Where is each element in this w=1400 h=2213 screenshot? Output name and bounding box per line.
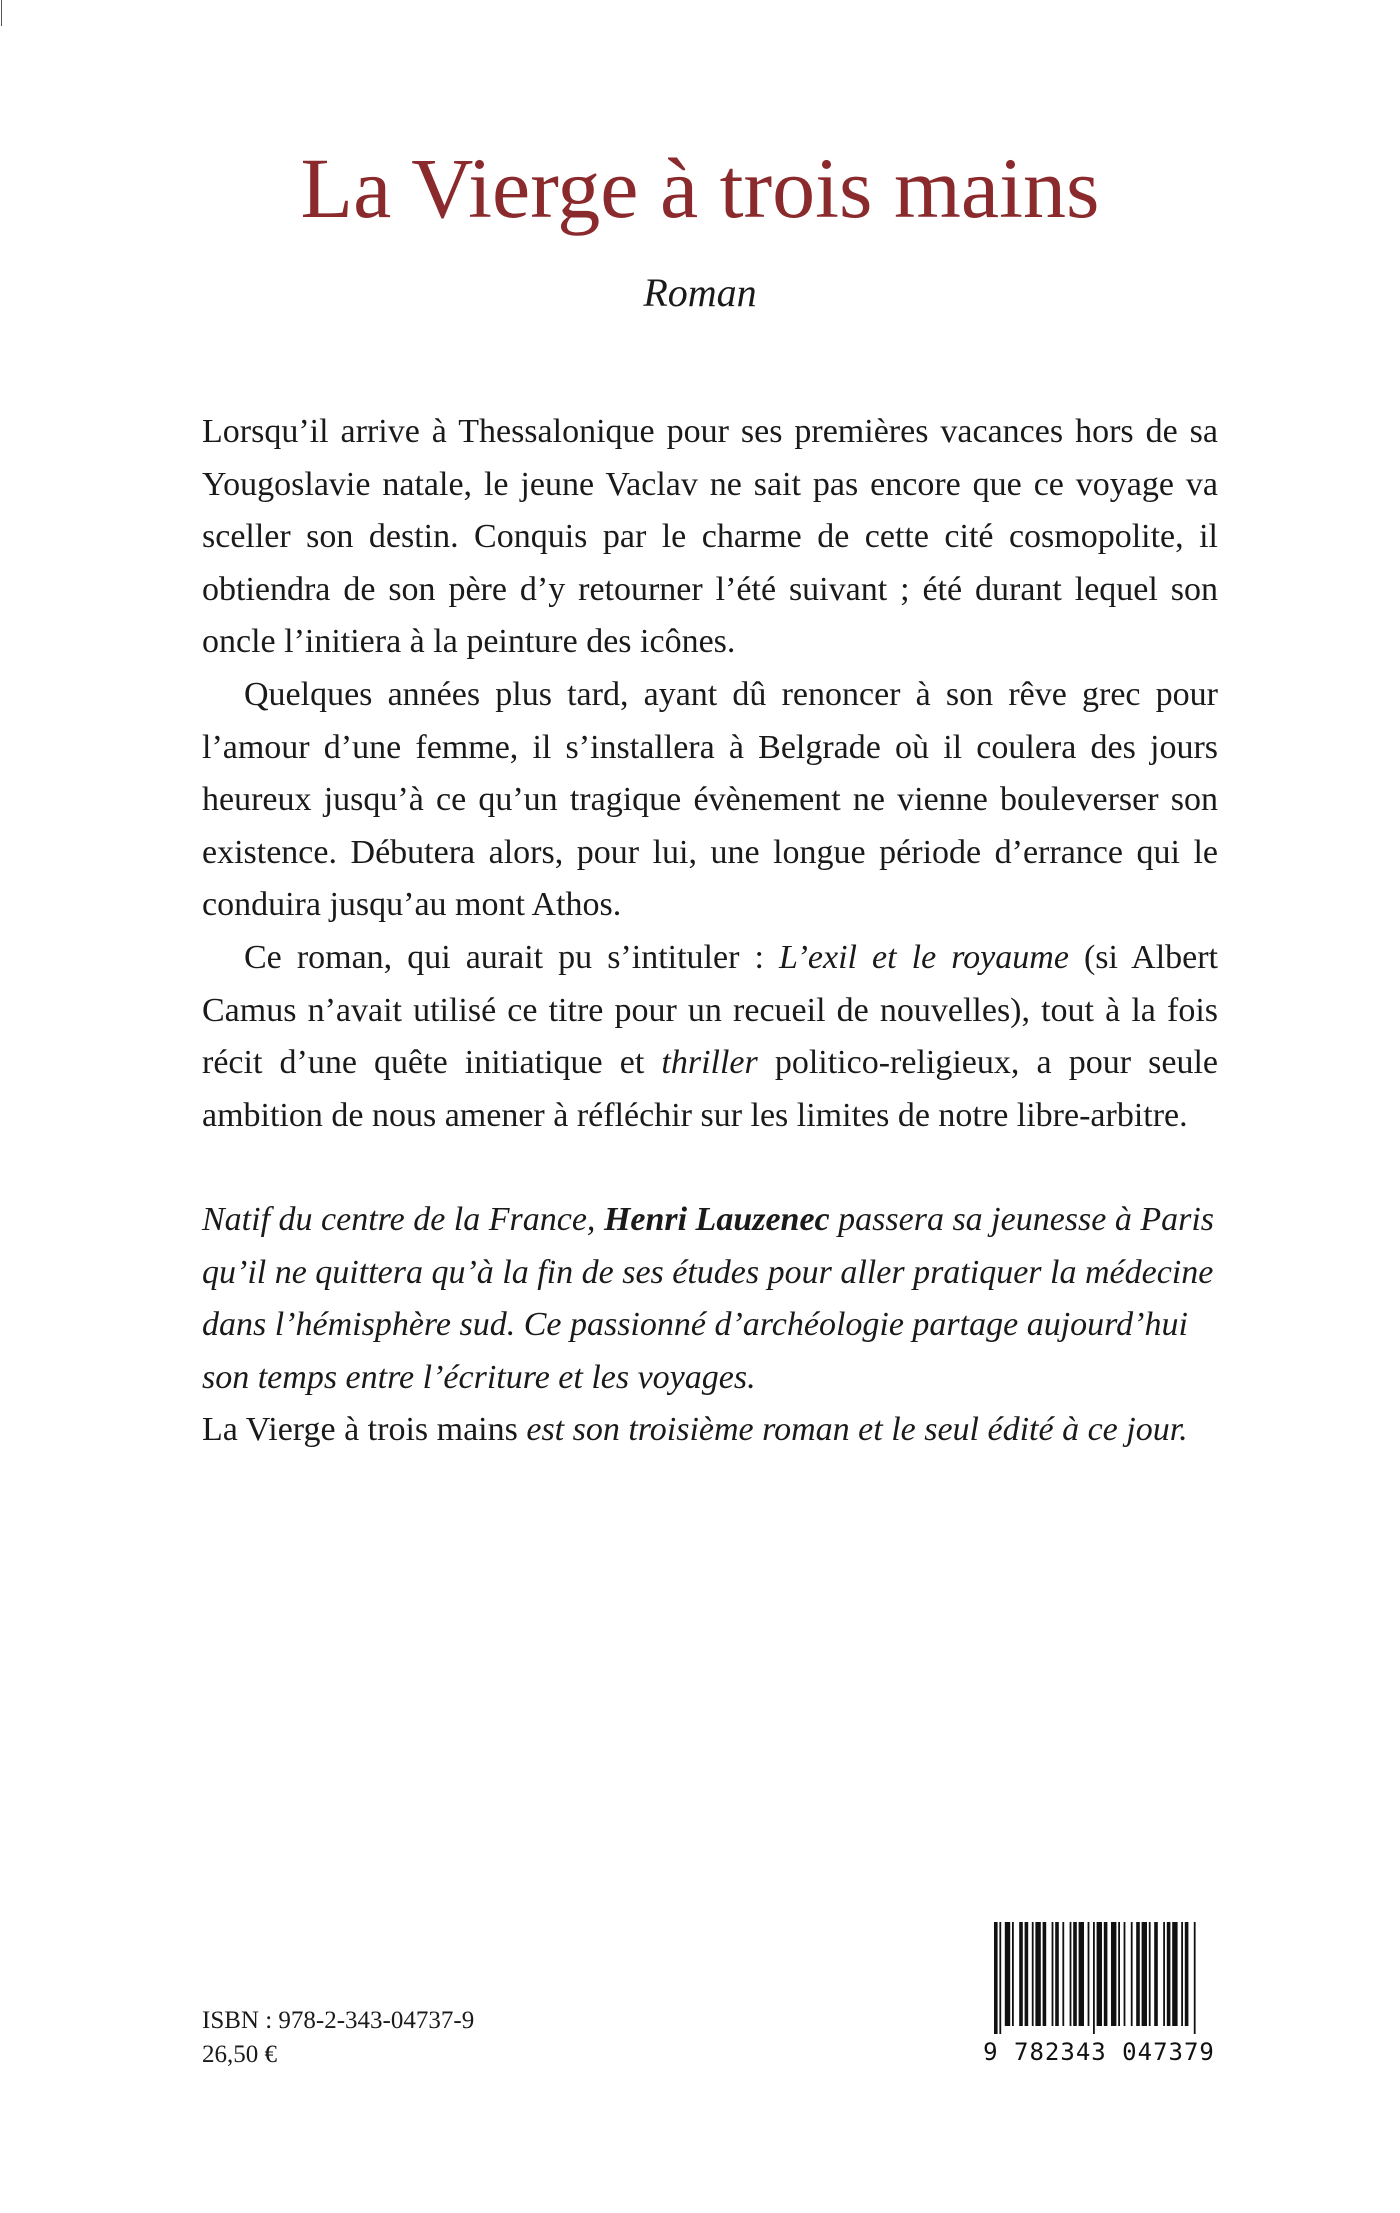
barcode-bar: [1073, 1922, 1077, 2026]
cited-title: L’exil et le royaume: [778, 938, 1069, 976]
barcode-bar: [1142, 1922, 1147, 2026]
bio-paragraph-last: [202, 1404, 1232, 1457]
isbn-number: ISBN : 978-2-343-04737-9: [202, 2007, 475, 2034]
author-name: Henri Lauzenec: [603, 1201, 830, 1238]
synopsis-paragraph-1: Lorsqu’il arrive à Thessalonique pour ses premières vacances hors de sa Yougoslavie natale, le jeune Vaclav ne sait pas encore que ce voyage va sceller son destin. Conquis par le charme de cette cité cosmopolite, il obtiendra de son père d’y retourner l’été suivant ; été durant lequel son oncle l’initiera à la peinture des icônes.: [202, 413, 1218, 661]
barcode-bar: [1104, 1922, 1108, 2026]
barcode-bar: [1097, 1922, 1102, 2026]
barcode-bar: [999, 1922, 1001, 2034]
barcode-bar: [1012, 1922, 1014, 2026]
barcode-bar: [1149, 1922, 1151, 2026]
barcode-bar: [1025, 1922, 1029, 2026]
book-subtitle: Roman: [643, 270, 757, 315]
barcode-bar: [1070, 1922, 1072, 2026]
bio-text: passera sa jeunesse à Paris qu’il ne quittera qu’à la fin de ses études pour aller pratiquer la médecine dans l’hémisphère sud. Ce passionné d’archéologie partage aujourd’hui son temps entre l’écriture et les voyages.: [202, 1201, 1215, 1396]
barcode-bar: [1118, 1922, 1120, 2026]
barcode-bars: [978, 1922, 1220, 2036]
barcode: [978, 1922, 1220, 2072]
barcode-bar: [1167, 1922, 1171, 2026]
book-title: La Vierge à trois mains: [300, 140, 1100, 236]
crop-mark: [1, 0, 2, 26]
barcode-bar: [1052, 1922, 1054, 2026]
synopsis: [202, 406, 1218, 1142]
barcode-bar: [1035, 1922, 1040, 2026]
barcode-bar: [1124, 1922, 1126, 2026]
barcode-bar: [1163, 1922, 1165, 2026]
synopsis-text: politico-religieux, a pour seule ambition de nous amener à réfléchir sur les limites de notre libre-arbitre.: [202, 1044, 1218, 1134]
genre-term: thriller: [661, 1044, 758, 1082]
barcode-bar: [1093, 1922, 1095, 2034]
barcode-bar: [1088, 1922, 1090, 2026]
synopsis-text: Ce roman, qui aurait pu s’intituler :: [244, 938, 779, 976]
synopsis-paragraph-3: [202, 932, 1218, 1142]
isbn-block: [202, 2004, 474, 2072]
barcode-bar: [1055, 1922, 1059, 2026]
price: 26,50 €: [202, 2041, 277, 2068]
barcode-bar: [1131, 1922, 1133, 2026]
barcode-digits: 9 782343 047379: [983, 2038, 1215, 2066]
bio-paragraph: [202, 1194, 1232, 1404]
synopsis-text: (si Albert Camus n’avait utilisé ce titre pour un recueil de nouvelles), tout à la fois récit d’une quête initiatique et: [202, 938, 1218, 1082]
bio-text: est son troisième roman et le seul édité à ce jour.: [517, 1411, 1188, 1449]
barcode-bar: [1032, 1922, 1034, 2026]
barcode-bar: [1062, 1922, 1064, 2026]
synopsis-paragraph-2: Quelques années plus tard, ayant dû renoncer à son rêve grec pour l’amour d’une femme, il s’installera à Belgrade où il coulera des jours heureux jusqu’à ce qu’un tragique évènement ne vienne bouleverser son existence. Débutera alors, pour lui, une longue période d’errance qui le conduira jusqu’au mont Athos.: [202, 675, 1218, 924]
barcode-bar: [1043, 1922, 1047, 2026]
bio-text: Natif du centre de la France,: [202, 1201, 604, 1238]
barcode-bar: [1172, 1922, 1177, 2026]
barcode-bar: [1181, 1922, 1183, 2026]
barcode-bar: [1185, 1922, 1189, 2026]
barcode-bar: [1194, 1922, 1196, 2034]
barcode-bar: [1005, 1922, 1010, 2026]
barcode-bar: [994, 1922, 998, 2034]
barcode-bar: [1136, 1922, 1140, 2026]
author-bio: [202, 1194, 1232, 1457]
barcode-bar: [1019, 1922, 1023, 2026]
bio-book-title: La Vierge à trois mains: [202, 1411, 518, 1449]
barcode-bar: [1111, 1922, 1116, 2026]
barcode-bar: [1154, 1922, 1158, 2026]
barcode-bar: [1079, 1922, 1084, 2026]
